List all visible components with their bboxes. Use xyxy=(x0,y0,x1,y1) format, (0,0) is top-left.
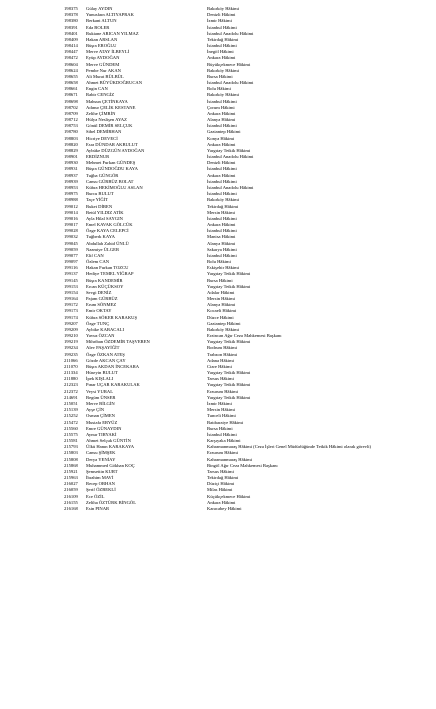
assignment: İstanbul Hâkimi xyxy=(207,24,237,30)
sicil-number: 199028 xyxy=(64,228,78,234)
assignment: Bakırköy Hâkimi xyxy=(207,6,240,11)
person-name: Tuğba GÜNGÖR xyxy=(86,172,119,178)
sicil-number: 198780 xyxy=(64,129,78,135)
assignment: Ankara Hâkimi xyxy=(207,222,236,228)
sicil-number: 215252 xyxy=(64,413,78,419)
sicil-number: 198712 xyxy=(64,117,78,123)
person-name: Pembe Nur AKAN xyxy=(86,67,121,73)
person-name: İbrahim MAVİ xyxy=(86,475,114,481)
assignment: Adana Hâkimi xyxy=(207,357,234,363)
sicil-number: 199172 xyxy=(64,302,78,308)
assignment: İstanbul Hâkimi xyxy=(207,191,237,197)
assignment: Mersin Hâkimi xyxy=(207,296,235,302)
assignment: Konya Hâkimi xyxy=(207,135,235,141)
person-name: Yavuz ÖZCAN xyxy=(86,333,115,339)
person-name: Betül YILDIZ ATİK xyxy=(86,209,124,215)
sicil-number: 199164 xyxy=(64,296,78,302)
assignment: Erzincan Ağır Ceza Mahkemesi Başkanı xyxy=(207,333,282,339)
assignment: Ankara Hâkimi xyxy=(207,110,236,116)
person-name: Özge KAYA CELEPCİ xyxy=(86,228,129,234)
assignment: Bakırköy Hâkimi xyxy=(207,92,240,98)
assignment: Bakırköy Hâkimi xyxy=(207,67,240,73)
sicil-number: 216027 xyxy=(64,481,78,487)
sicil-number: 199154 xyxy=(64,289,78,295)
person-name: Esra DÜNDAR AKBULUT xyxy=(86,141,138,147)
person-name: Gülay AYDIN xyxy=(86,6,113,11)
person-name: Esin PINAR xyxy=(86,505,110,511)
assignment: İzmir Hâkimi xyxy=(207,401,232,406)
assignment: Bodrum Hâkimi xyxy=(207,345,237,351)
assignment: Kocaeli Hâkimi xyxy=(207,308,237,314)
sicil-number: 211880 xyxy=(64,376,78,382)
assignment: Bakırköy Hâkimi xyxy=(207,197,240,203)
person-name: Merve BİLGİN xyxy=(86,401,115,406)
sicil-number: 198753 xyxy=(64,123,78,129)
person-name: Engin CAN xyxy=(86,86,108,92)
person-name: Mustafa ERYÜZ xyxy=(86,419,118,425)
sicil-number: 198604 xyxy=(64,61,78,67)
person-name: Kübra SÖKER KARAKUŞ xyxy=(86,314,138,320)
sicil-number: 199077 xyxy=(64,252,78,258)
sicil-number: 198378 xyxy=(64,12,78,18)
person-name: Ahmet Selçuk GÜNTİN xyxy=(86,438,131,444)
assignment: Ankara Hâkimi xyxy=(207,172,236,178)
person-name: Ülkü Hanın KARAKAYA xyxy=(86,444,135,450)
person-name: Aynur TIRYAKİ xyxy=(86,431,117,437)
person-name: Ercan KÜÇÜKSOY xyxy=(86,283,124,289)
person-name: Özge ÖZKAN ATEŞ xyxy=(86,351,125,357)
sicil-number: 198953 xyxy=(64,184,78,190)
sicil-number: 215963 xyxy=(64,475,78,481)
assignment: Trabzon Hâkimi xyxy=(207,351,238,357)
assignment: Karacabey Hâkimi xyxy=(207,505,242,511)
person-name: Büşra KANDEMİR xyxy=(86,277,123,283)
assignment: Gaziantep Hâkimi xyxy=(207,129,241,135)
person-name: Sibel DEMİRHAN xyxy=(86,129,122,135)
sicil-number: 199059 xyxy=(64,246,78,252)
assignment: Alanya Hâkimi xyxy=(207,240,236,246)
sicil-number: 198937 xyxy=(64,172,78,178)
assignment: Sakarya Hâkimi xyxy=(207,246,237,252)
person-name: Zeliha ÖZTÜRK BİNGÖL xyxy=(86,499,137,505)
sicil-number: 216168 xyxy=(64,505,78,511)
sicil-number: 198409 xyxy=(64,36,78,42)
person-name: Begüm ÜNSER xyxy=(86,394,116,400)
sicil-number: 198930 xyxy=(64,160,78,166)
assignment: Ankara Hâkimi xyxy=(207,55,236,61)
sicil-number: 198658 xyxy=(64,80,78,86)
assignment: Tarsus Hâkimi xyxy=(207,468,234,474)
sicil-number: 216109 xyxy=(64,493,78,499)
sicil-number: 215793 xyxy=(64,444,78,450)
person-name: Erum SÖNMEZ xyxy=(86,302,117,308)
sicil-number: 199174 xyxy=(64,314,78,320)
sicil-number: 215139 xyxy=(64,407,78,413)
sicil-number: 215581 xyxy=(64,438,78,444)
person-name: Kübra HEKİMOĞLU ASLAN xyxy=(86,184,143,190)
sicil-number: 211334 xyxy=(64,370,78,376)
sicil-number: 198624 xyxy=(64,67,78,73)
sicil-number: 198655 xyxy=(64,73,78,79)
assignment: İstanbul Hâkimi xyxy=(207,215,237,221)
assignment: Yargıtay Tetkik Hâkimi xyxy=(207,271,251,277)
assignment: Denizli Hâkimi xyxy=(207,12,236,18)
sicil-number: 198698 xyxy=(64,98,78,104)
assignment: Büyükçekmece Hâkimi xyxy=(207,61,251,67)
sicil-number: 198829 xyxy=(64,147,78,153)
person-name: Gözde AKCAN ÇAY xyxy=(86,357,126,363)
sicil-number: 215560 xyxy=(64,425,78,431)
person-name: Ali Murat BÜLBÜL xyxy=(86,73,124,79)
assignment: Ankara Hâkimi xyxy=(207,141,236,147)
person-name: Rabir CENGİZ xyxy=(86,92,115,98)
person-name: Büşra GÜNDOĞDU KAYA xyxy=(86,166,138,172)
sicil-number: 199210 xyxy=(64,333,78,339)
person-name: Emel KAVAK GÖLCÜK xyxy=(86,222,133,228)
sicil-number: 199012 xyxy=(64,203,78,209)
sicil-number: 198988 xyxy=(64,197,78,203)
person-name: Tuğberk KAYA xyxy=(86,234,115,240)
sicil-number: 212372 xyxy=(64,388,78,394)
sicil-number: 211066 xyxy=(64,357,78,363)
person-name: İpek KIŞLALI xyxy=(86,376,114,382)
sicil-number: 198401 xyxy=(64,30,78,36)
person-name: Veysi YURAL xyxy=(86,388,114,394)
person-name: Taçe YİĞİT xyxy=(86,197,109,203)
assignment: Tekirdağ Hâkimi xyxy=(207,36,239,42)
assignment: Erzurum Hâkimi xyxy=(207,388,238,394)
sicil-number: 199116 xyxy=(64,265,78,271)
sicil-number: 198975 xyxy=(64,191,78,197)
assignment: Çorum Hâkimi xyxy=(207,104,235,110)
sicil-number: 199045 xyxy=(64,240,78,246)
assignment: Milas Hâkimi xyxy=(207,487,233,493)
person-name: Hüseyin BULUT xyxy=(86,370,118,376)
sicil-number: 199014 xyxy=(64,209,78,215)
sicil-number: 199209 xyxy=(64,326,78,332)
person-name: Ayşe ÇİN xyxy=(86,407,105,413)
sicil-number: 198820 xyxy=(64,141,78,147)
sicil-number: 198939 xyxy=(64,178,78,184)
person-name: Buket DİREN xyxy=(86,203,113,209)
person-name: Mehmet Furkan GÜNDEŞ xyxy=(86,160,136,166)
sicil-number: 198702 xyxy=(64,104,78,110)
assignment: Yargıtay Tetkik Hâkimi xyxy=(207,382,251,388)
assignment: Bingöl Ağır Ceza Mahkemesi Başkanı xyxy=(207,462,278,468)
person-name: Aybike KABACALI xyxy=(86,326,124,332)
assignment: Batıbaraiye Hâkimi xyxy=(207,419,244,425)
sicil-number: 198447 xyxy=(64,49,78,55)
assignment: Küçükçekmece Hâkimi xyxy=(207,493,251,499)
assignment: Ankara Hâkimi xyxy=(207,499,236,505)
sicil-number: 215808 xyxy=(64,456,78,462)
person-name: Zelihe ÇİMRİN xyxy=(86,110,116,116)
assignment: Kahramanmaraş Hâkimi xyxy=(207,456,253,462)
person-name: Şemsettin KURT xyxy=(86,468,118,474)
sicil-number: 215472 xyxy=(64,419,78,425)
person-name: Yunusfaın ALTIYAPRAK xyxy=(86,12,134,18)
sicil-number: 198375 xyxy=(64,6,78,11)
sicil-number: 215868 xyxy=(64,462,78,468)
person-name: Adınur ÇELİK KESTANE xyxy=(86,104,136,110)
assignment: Yargıtay Tetkik Hâkimi xyxy=(207,370,251,376)
sicil-number: 199145 xyxy=(64,277,78,283)
sicil-number: 198671 xyxy=(64,92,78,98)
person-name: Hakan Furkan TOZCU xyxy=(86,265,129,271)
assignment: Alanya Hâkimi xyxy=(207,302,236,308)
person-name: Büşra EROĞLU xyxy=(86,43,117,49)
assignment: Tekirdağ Hâkimi xyxy=(207,475,239,481)
sicil-number: 198661 xyxy=(64,86,78,92)
assignment: İstanbul Anadolu Hâkimi xyxy=(207,184,254,190)
person-name: Abdullah Zahid ÜNLÜ xyxy=(86,240,129,246)
assignment: İstanbul Hâkimi xyxy=(207,431,237,437)
sicil-number: 212323 xyxy=(64,382,78,388)
assignment: Karşıyaka Hâkimi xyxy=(207,438,241,444)
assignment: Bursa Hâkimi xyxy=(207,277,233,283)
sicil-number: 215803 xyxy=(64,450,78,456)
assignment: Bakırköy Hâkimi xyxy=(207,326,240,332)
assignment: Bursa Hâkimi xyxy=(207,425,233,431)
person-name: Elif CAN xyxy=(86,252,104,258)
person-name: Muhammed Gökhan KOÇ xyxy=(86,462,135,468)
person-name: Gönül DEMİR SELÇUK xyxy=(86,123,133,129)
sicil-number: 216155 xyxy=(64,499,78,505)
appointment-list xyxy=(0,6,436,512)
assignment: İstanbul Hâkimi xyxy=(207,166,237,172)
sicil-number: 216059 xyxy=(64,487,78,493)
person-name: Ahmet BÜYÜKDOĞRUCAN xyxy=(86,80,143,86)
assignment: Gaziantep Hâkimi xyxy=(207,320,241,326)
assignment: Bolu Hâkimi xyxy=(207,86,231,92)
sicil-number: 198391 xyxy=(64,24,78,30)
assignment: İstanbul Hâkimi xyxy=(207,98,237,104)
person-name: Recep ORHAN xyxy=(86,481,115,487)
person-name: Osman ÇİMEN xyxy=(86,413,115,419)
assignment: Mersin Hâkimi xyxy=(207,407,235,413)
assignment: Yargıtay Tetkik Hâkimi xyxy=(207,147,251,153)
person-name: Sevgi DENİZ xyxy=(86,289,112,295)
person-name: Hakan ARSLAN xyxy=(86,36,118,42)
assignment: İstanbul Anadolu Hâkimi xyxy=(207,80,254,86)
sicil-number: 199234 xyxy=(64,345,78,351)
sicil-number: 199097 xyxy=(64,259,78,265)
assignment: Düzce Hâkimi xyxy=(207,314,234,320)
sicil-number: 211070 xyxy=(64,363,78,369)
person-name: Cansu ŞİMŞEK xyxy=(86,450,116,456)
assignment: Tunceli Hâkimi xyxy=(207,413,236,419)
person-name: Hicriye DEVECİ xyxy=(86,135,118,141)
assignment: İstanbul Hâkimi xyxy=(207,252,237,258)
assignment: İstanbul Hâkimi xyxy=(207,43,237,49)
sicil-number: 215051 xyxy=(64,401,78,406)
person-name: Aybüke DÜZGÜN AYDOĞAN xyxy=(86,147,145,153)
sicil-number: 199016 xyxy=(64,215,78,221)
assignment: İstanbul Hâkimi xyxy=(207,178,237,184)
assignment: Manisa Hâkimi xyxy=(207,234,236,240)
person-name: Mihriban ÖZDEMİR TAŞVEREN xyxy=(86,339,150,345)
person-name: Hülya Neslişen AYAZ xyxy=(86,117,127,123)
person-name: Merve GÜNDEM xyxy=(86,61,120,67)
person-name: Mahsun ÇETİNKAYA xyxy=(86,98,128,104)
sicil-number: 198931 xyxy=(64,166,78,172)
sicil-number: 198472 xyxy=(64,55,78,61)
assignment: İstanbul Anadolu Hâkimi xyxy=(207,154,254,160)
sicil-number: 198380 xyxy=(64,18,78,24)
person-name: Büşra AKDAN İNCEKARA xyxy=(86,363,140,369)
person-name: Eda BOLER xyxy=(86,24,110,30)
sicil-number: 198709 xyxy=(64,110,78,116)
sicil-number: 199235 xyxy=(64,351,78,357)
assignment: Kahramanmaraş Hâkimi (Ceza İşleri Genel Müdürlüğünde Tetkik Hâkimi olarak görevli) xyxy=(207,444,372,450)
person-name: Burcu BULUT xyxy=(86,191,114,197)
assignment: Cizre Hâkimi xyxy=(207,363,232,369)
person-name: Ece ÖZİL xyxy=(86,493,105,499)
sicil-number: 214691 xyxy=(64,394,78,400)
person-name: ERDİZNUR xyxy=(86,154,110,160)
person-name: Alev PAŞAYİĞİT xyxy=(86,345,120,351)
assignment: Adalar Hâkimi xyxy=(207,289,235,295)
sicil-number: 199017 xyxy=(64,222,78,228)
assignment: Eskişehir Hâkimi xyxy=(207,265,240,271)
sicil-number: 215575 xyxy=(64,431,78,437)
person-name: Derya YENİAY xyxy=(86,456,116,462)
person-name: Özlem CAN xyxy=(86,259,110,265)
assignment: Tarsus Hâkimi xyxy=(207,376,234,382)
assignment: Mersin Hâkimi xyxy=(207,209,235,215)
person-name: Pınar UÇAR KARAKULAK xyxy=(86,382,140,388)
assignment: Bursa Hâkimi xyxy=(207,73,233,79)
assignment: Bolu Hâkimi xyxy=(207,259,231,265)
assignment: İstanbul Hâkimi xyxy=(207,123,237,129)
person-name: Berkant ALTUN xyxy=(86,18,117,24)
sicil-number: 199173 xyxy=(64,308,78,314)
sicil-number: 199207 xyxy=(64,320,78,326)
sicil-number: 198901 xyxy=(64,154,78,160)
sicil-number: 198414 xyxy=(64,43,78,49)
person-name: Özge TUNÇ xyxy=(86,320,110,326)
person-name: Pajam GÜRBÜZ xyxy=(86,296,118,302)
assignment: İnegöl Hâkimi xyxy=(207,49,234,55)
assignment: Tekirdağ Hâkimi xyxy=(207,203,239,209)
assignment: İstanbul Hâkimi xyxy=(207,228,237,234)
assignment: Yargıtay Tetkik Hâkimi xyxy=(207,283,251,289)
sicil-number: 215921 xyxy=(64,468,78,474)
person-name: Rukiane ARICAN YILMAZ xyxy=(86,30,139,36)
assignment: Düziçi Hâkimi xyxy=(207,481,235,487)
person-name: Ayla Hilal SAYGIN xyxy=(86,215,123,221)
person-name: Cansu GÜRBÜZ BOLAT xyxy=(86,178,134,184)
assignment: Yargıtay Tetkik Hâkimi xyxy=(207,394,251,400)
sicil-number: 199153 xyxy=(64,283,78,289)
sicil-number: 199032 xyxy=(64,234,78,240)
person-name: Eyüp AYDOĞAN xyxy=(86,55,120,61)
list-row xyxy=(0,506,436,512)
person-name: Şerif ÖZBEKLİ xyxy=(86,487,116,493)
person-name: Merve ATAY İLBEYLİ xyxy=(86,49,130,55)
person-name: Hediye TEMEL YİĞRAP xyxy=(86,271,134,277)
assignment: Denizli Hâkimi xyxy=(207,160,236,166)
sicil-number: 199137 xyxy=(64,271,78,277)
assignment: Erzurum Hâkimi xyxy=(207,450,238,456)
assignment: Yargıtay Tetkik Hâkimi xyxy=(207,339,251,345)
assignment: Alanya Hâkimi xyxy=(207,117,236,123)
person-name: Nazmiye ÜLGER xyxy=(86,246,120,252)
sicil-number: 199219 xyxy=(64,339,78,345)
sicil-number: 198803 xyxy=(64,135,78,141)
assignment: İstanbul Anadolu Hâkimi xyxy=(207,30,254,36)
person-name: Emir OKTAY xyxy=(86,308,112,314)
person-name: Emre GÜNAYDIN xyxy=(86,425,122,431)
assignment: İzmir Hâkimi xyxy=(207,18,232,24)
